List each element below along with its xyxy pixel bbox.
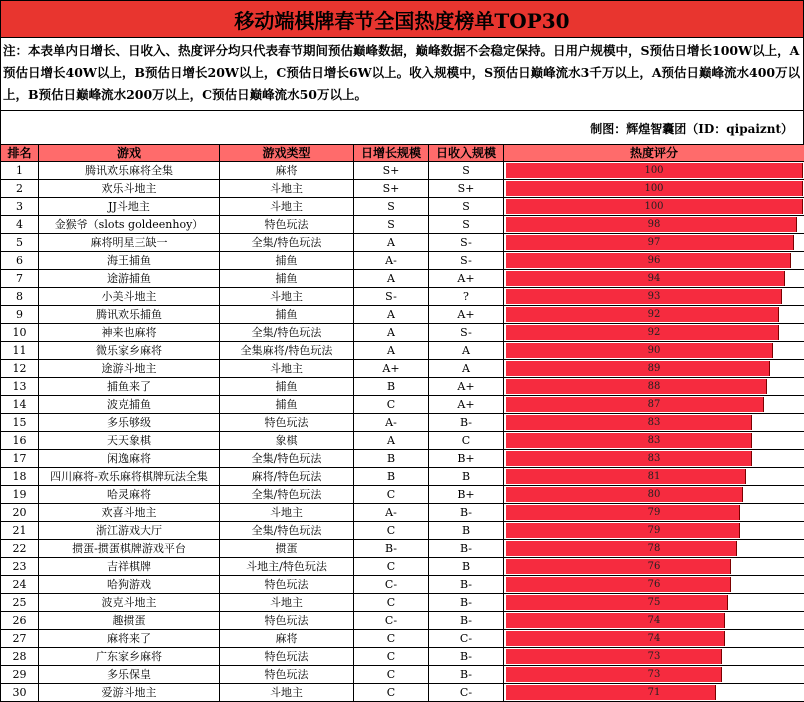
game-name-cell: 波克斗地主 <box>39 594 220 612</box>
revenue-cell: B- <box>429 504 504 522</box>
game-name-cell: 四川麻将-欢乐麻将棋牌玩法全集 <box>39 468 220 486</box>
revenue-cell: A+ <box>429 378 504 396</box>
game-type-cell: 特色玩法 <box>220 576 354 594</box>
score-cell <box>504 558 804 576</box>
revenue-cell: C <box>429 432 504 450</box>
score-value: 73 <box>648 651 661 662</box>
score-value: 93 <box>648 291 661 302</box>
growth-cell: C <box>354 594 429 612</box>
score-value: 98 <box>648 219 661 230</box>
rank-cell: 22 <box>1 540 39 558</box>
rank-cell: 17 <box>1 450 39 468</box>
revenue-cell: S- <box>429 252 504 270</box>
score-cell <box>504 378 804 396</box>
growth-cell: B- <box>354 540 429 558</box>
game-type-cell: 斗地主/特色玩法 <box>220 558 354 576</box>
game-type-cell: 捕鱼 <box>220 306 354 324</box>
table-row[interactable] <box>1 198 804 216</box>
game-name-cell: 途游捕鱼 <box>39 270 220 288</box>
score-bar <box>506 451 752 466</box>
score-bar <box>506 343 773 358</box>
header-revenue[interactable]: 日收入规模 <box>429 145 504 162</box>
score-cell <box>504 270 804 288</box>
game-type-cell: 特色玩法 <box>220 666 354 684</box>
revenue-cell: S <box>429 162 504 180</box>
rank-cell: 27 <box>1 630 39 648</box>
table-row[interactable] <box>1 630 804 648</box>
table-row[interactable] <box>1 486 804 504</box>
rank-cell: 16 <box>1 432 39 450</box>
growth-cell: B <box>354 468 429 486</box>
score-bar <box>506 415 752 430</box>
score-bar <box>506 361 770 376</box>
game-name-cell: 浙江游戏大厅 <box>39 522 220 540</box>
table-row[interactable] <box>1 540 804 558</box>
rank-cell: 1 <box>1 162 39 180</box>
score-value: 92 <box>648 309 661 320</box>
rank-cell: 15 <box>1 414 39 432</box>
game-name-cell: 欢喜斗地主 <box>39 504 220 522</box>
score-cell <box>504 198 804 216</box>
score-value: 76 <box>648 579 661 590</box>
score-bar <box>506 685 716 700</box>
game-type-cell: 斗地主 <box>220 180 354 198</box>
revenue-cell: A+ <box>429 396 504 414</box>
game-type-cell: 捕鱼 <box>220 252 354 270</box>
table-row[interactable] <box>1 504 804 522</box>
game-name-cell: 天天象棋 <box>39 432 220 450</box>
game-type-cell: 全集/特色玩法 <box>220 324 354 342</box>
score-cell <box>504 234 804 252</box>
table-body <box>1 162 804 702</box>
score-cell <box>504 216 804 234</box>
table-row[interactable] <box>1 612 804 630</box>
rank-cell: 2 <box>1 180 39 198</box>
growth-cell: S- <box>354 288 429 306</box>
rank-cell: 21 <box>1 522 39 540</box>
game-name-cell: 欢乐斗地主 <box>39 180 220 198</box>
score-cell <box>504 162 804 180</box>
revenue-cell: C- <box>429 684 504 702</box>
score-bar <box>506 559 731 574</box>
growth-cell: C <box>354 630 429 648</box>
game-type-cell: 捕鱼 <box>220 270 354 288</box>
game-type-cell: 斗地主 <box>220 198 354 216</box>
rank-cell: 6 <box>1 252 39 270</box>
revenue-cell: B- <box>429 648 504 666</box>
revenue-cell: B- <box>429 576 504 594</box>
score-cell <box>504 576 804 594</box>
growth-cell: C <box>354 558 429 576</box>
rank-cell: 10 <box>1 324 39 342</box>
score-value: 74 <box>648 633 661 644</box>
score-bar <box>506 667 722 682</box>
revenue-cell: S+ <box>429 180 504 198</box>
growth-cell: C- <box>354 576 429 594</box>
growth-cell: A- <box>354 414 429 432</box>
rank-cell: 11 <box>1 342 39 360</box>
table-row[interactable] <box>1 216 804 234</box>
table-row[interactable] <box>1 288 804 306</box>
ranking-table <box>0 144 804 702</box>
game-type-cell: 全集/特色玩法 <box>220 234 354 252</box>
revenue-cell: B- <box>429 594 504 612</box>
game-type-cell: 斗地主 <box>220 504 354 522</box>
table-row[interactable] <box>1 666 804 684</box>
revenue-cell: B+ <box>429 450 504 468</box>
table-row[interactable] <box>1 252 804 270</box>
rank-cell: 3 <box>1 198 39 216</box>
score-value: 71 <box>648 687 661 698</box>
score-cell <box>504 468 804 486</box>
revenue-cell: A+ <box>429 306 504 324</box>
score-bar <box>506 379 767 394</box>
rank-cell: 30 <box>1 684 39 702</box>
revenue-cell: B <box>429 468 504 486</box>
revenue-cell: B- <box>429 666 504 684</box>
game-name-cell: 吉祥棋牌 <box>39 558 220 576</box>
game-type-cell: 全集/特色玩法 <box>220 522 354 540</box>
table-row[interactable] <box>1 360 804 378</box>
table-row[interactable] <box>1 234 804 252</box>
rank-cell: 25 <box>1 594 39 612</box>
score-value: 97 <box>648 237 661 248</box>
revenue-cell: S- <box>429 324 504 342</box>
growth-cell: A <box>354 270 429 288</box>
rank-cell: 28 <box>1 648 39 666</box>
score-value: 96 <box>648 255 661 266</box>
game-type-cell: 斗地主 <box>220 594 354 612</box>
growth-cell: C <box>354 666 429 684</box>
score-cell <box>504 450 804 468</box>
growth-cell: S <box>354 216 429 234</box>
game-type-cell: 全集麻将/特色玩法 <box>220 342 354 360</box>
growth-cell: C <box>354 648 429 666</box>
growth-cell: C- <box>354 612 429 630</box>
score-value: 100 <box>644 165 663 176</box>
score-value: 80 <box>648 489 661 500</box>
growth-cell: A <box>354 234 429 252</box>
game-name-cell: 微乐家乡麻将 <box>39 342 220 360</box>
score-bar <box>506 577 731 592</box>
header-row <box>1 145 804 162</box>
score-cell <box>504 540 804 558</box>
game-name-cell: 金猴爷（slots goldeenhoy） <box>39 216 220 234</box>
score-value: 83 <box>648 435 661 446</box>
growth-cell: B <box>354 378 429 396</box>
score-value: 88 <box>648 381 661 392</box>
score-bar <box>506 289 782 304</box>
score-cell <box>504 684 804 702</box>
game-name-cell: 神来也麻将 <box>39 324 220 342</box>
table-row[interactable] <box>1 324 804 342</box>
revenue-cell: B <box>429 558 504 576</box>
game-type-cell: 掼蛋 <box>220 540 354 558</box>
score-value: 83 <box>648 417 661 428</box>
growth-cell: A <box>354 324 429 342</box>
game-name-cell: 广东家乡麻将 <box>39 648 220 666</box>
game-name-cell: 趣掼蛋 <box>39 612 220 630</box>
score-bar <box>506 433 752 448</box>
score-value: 79 <box>648 525 661 536</box>
game-name-cell: 腾讯欢乐捕鱼 <box>39 306 220 324</box>
score-bar <box>506 649 722 664</box>
table-row[interactable] <box>1 558 804 576</box>
page-title: 移动端棋牌春节全国热度榜单TOP30 <box>0 0 804 38</box>
growth-cell: A- <box>354 252 429 270</box>
table-row[interactable] <box>1 342 804 360</box>
note-text: 注：本表单内日增长、日收入、热度评分均只代表春节期间预估巅峰数据，巅峰数据不会稳定保持。日用户规模中，S预估日增长100W以上，A预估日增长40W以上，B预估日增长20W以上，C预估日增长6W以上。收入规模中，S预估日巅峰流水3千万以上，A预估日巅峰流水400万以上，B预估日巅峰流水200万以上，C预估日巅峰流水50万以上。 <box>0 38 804 110</box>
score-cell <box>504 432 804 450</box>
rank-cell: 18 <box>1 468 39 486</box>
header-game[interactable]: 游戏 <box>39 145 220 162</box>
game-type-cell: 斗地主 <box>220 288 354 306</box>
game-type-cell: 全集/特色玩法 <box>220 450 354 468</box>
game-type-cell: 全集/特色玩法 <box>220 486 354 504</box>
rank-cell: 7 <box>1 270 39 288</box>
table-row[interactable] <box>1 180 804 198</box>
growth-cell: S+ <box>354 162 429 180</box>
game-name-cell: 哈灵麻将 <box>39 486 220 504</box>
game-name-cell: 哈狗游戏 <box>39 576 220 594</box>
growth-cell: S+ <box>354 180 429 198</box>
game-name-cell: 多乐够级 <box>39 414 220 432</box>
score-value: 79 <box>648 507 661 518</box>
table-row[interactable] <box>1 594 804 612</box>
table-row[interactable] <box>1 522 804 540</box>
score-cell <box>504 360 804 378</box>
game-type-cell: 特色玩法 <box>220 414 354 432</box>
rank-cell: 29 <box>1 666 39 684</box>
revenue-cell: A <box>429 342 504 360</box>
game-type-cell: 特色玩法 <box>220 612 354 630</box>
game-type-cell: 捕鱼 <box>220 396 354 414</box>
game-name-cell: 海王捕鱼 <box>39 252 220 270</box>
score-cell <box>504 180 804 198</box>
game-name-cell: 腾讯欢乐麻将全集 <box>39 162 220 180</box>
growth-cell: A <box>354 306 429 324</box>
score-bar <box>506 307 779 322</box>
revenue-cell: S <box>429 216 504 234</box>
score-bar <box>506 469 746 484</box>
score-bar <box>506 487 743 502</box>
score-value: 90 <box>648 345 661 356</box>
table-row[interactable] <box>1 468 804 486</box>
table-row[interactable] <box>1 414 804 432</box>
score-value: 89 <box>648 363 661 374</box>
score-bar <box>506 271 785 286</box>
score-cell <box>504 324 804 342</box>
rank-cell: 26 <box>1 612 39 630</box>
game-type-cell: 特色玩法 <box>220 648 354 666</box>
revenue-cell: B- <box>429 612 504 630</box>
score-bar <box>506 631 725 646</box>
score-value: 83 <box>648 453 661 464</box>
rank-cell: 4 <box>1 216 39 234</box>
game-name-cell: 途游斗地主 <box>39 360 220 378</box>
game-name-cell: 爱游斗地主 <box>39 684 220 702</box>
revenue-cell: ? <box>429 288 504 306</box>
game-type-cell: 麻将 <box>220 162 354 180</box>
score-bar <box>506 397 764 412</box>
game-type-cell: 斗地主 <box>220 684 354 702</box>
score-value: 73 <box>648 669 661 680</box>
table-row[interactable] <box>1 378 804 396</box>
score-bar <box>506 595 728 610</box>
game-name-cell: 多乐保皇 <box>39 666 220 684</box>
score-value: 100 <box>644 183 663 194</box>
game-type-cell: 捕鱼 <box>220 378 354 396</box>
growth-cell: A+ <box>354 360 429 378</box>
score-value: 78 <box>648 543 661 554</box>
score-cell <box>504 630 804 648</box>
rank-cell: 23 <box>1 558 39 576</box>
game-name-cell: 小美斗地主 <box>39 288 220 306</box>
rank-cell: 8 <box>1 288 39 306</box>
score-value: 87 <box>648 399 661 410</box>
game-name-cell: 闲逸麻将 <box>39 450 220 468</box>
score-cell <box>504 342 804 360</box>
growth-cell: C <box>354 486 429 504</box>
growth-cell: A <box>354 432 429 450</box>
revenue-cell: B+ <box>429 486 504 504</box>
score-bar <box>506 325 779 340</box>
table-row[interactable] <box>1 576 804 594</box>
growth-cell: B <box>354 450 429 468</box>
score-cell <box>504 252 804 270</box>
rank-cell: 19 <box>1 486 39 504</box>
game-type-cell: 斗地主 <box>220 360 354 378</box>
header-growth[interactable]: 日增长规模 <box>354 145 429 162</box>
revenue-cell: A <box>429 360 504 378</box>
score-bar <box>506 505 740 520</box>
score-value: 74 <box>648 615 661 626</box>
header-score[interactable]: 热度评分 <box>504 145 804 162</box>
score-cell <box>504 486 804 504</box>
credit-text: 制图：辉煌智囊团（ID：qipaiznt） <box>590 120 793 137</box>
game-type-cell: 象棋 <box>220 432 354 450</box>
revenue-cell: S- <box>429 234 504 252</box>
score-value: 94 <box>648 273 661 284</box>
revenue-cell: S <box>429 198 504 216</box>
score-cell <box>504 396 804 414</box>
rank-cell: 9 <box>1 306 39 324</box>
game-name-cell: JJ斗地主 <box>39 198 220 216</box>
score-cell <box>504 306 804 324</box>
header-type[interactable]: 游戏类型 <box>220 145 354 162</box>
credit-row <box>0 110 804 145</box>
score-cell <box>504 414 804 432</box>
score-bar <box>506 613 725 628</box>
growth-cell: C <box>354 522 429 540</box>
rank-cell: 14 <box>1 396 39 414</box>
game-name-cell: 掼蛋-掼蛋棋牌游戏平台 <box>39 540 220 558</box>
table-row[interactable] <box>1 432 804 450</box>
table-row[interactable] <box>1 396 804 414</box>
growth-cell: A <box>354 342 429 360</box>
table-row[interactable] <box>1 162 804 180</box>
rank-cell: 13 <box>1 378 39 396</box>
growth-cell: C <box>354 684 429 702</box>
game-name-cell: 波克捕鱼 <box>39 396 220 414</box>
score-bar <box>506 541 737 556</box>
score-cell <box>504 288 804 306</box>
score-value: 76 <box>648 561 661 572</box>
score-cell <box>504 612 804 630</box>
table-row[interactable] <box>1 648 804 666</box>
revenue-cell: B- <box>429 540 504 558</box>
growth-cell: C <box>354 396 429 414</box>
score-cell <box>504 594 804 612</box>
growth-cell: S <box>354 198 429 216</box>
game-name-cell: 麻将来了 <box>39 630 220 648</box>
score-value: 81 <box>648 471 661 482</box>
table-row[interactable] <box>1 306 804 324</box>
revenue-cell: B <box>429 522 504 540</box>
rank-cell: 24 <box>1 576 39 594</box>
table-row[interactable] <box>1 450 804 468</box>
header-rank[interactable]: 排名 <box>1 145 39 162</box>
rank-cell: 5 <box>1 234 39 252</box>
score-value: 92 <box>648 327 661 338</box>
revenue-cell: C- <box>429 630 504 648</box>
score-cell <box>504 648 804 666</box>
score-bar <box>506 523 740 538</box>
game-type-cell: 麻将 <box>220 630 354 648</box>
game-name-cell: 麻将明星三缺一 <box>39 234 220 252</box>
game-type-cell: 麻将/特色玩法 <box>220 468 354 486</box>
revenue-cell: B- <box>429 414 504 432</box>
score-cell <box>504 666 804 684</box>
score-value: 75 <box>648 597 661 608</box>
table-row[interactable] <box>1 684 804 702</box>
game-type-cell: 特色玩法 <box>220 216 354 234</box>
score-cell <box>504 522 804 540</box>
table-row[interactable] <box>1 270 804 288</box>
rank-cell: 12 <box>1 360 39 378</box>
score-cell <box>504 504 804 522</box>
score-value: 100 <box>644 201 663 212</box>
game-name-cell: 捕鱼来了 <box>39 378 220 396</box>
rank-cell: 20 <box>1 504 39 522</box>
growth-cell: A- <box>354 504 429 522</box>
revenue-cell: A+ <box>429 270 504 288</box>
